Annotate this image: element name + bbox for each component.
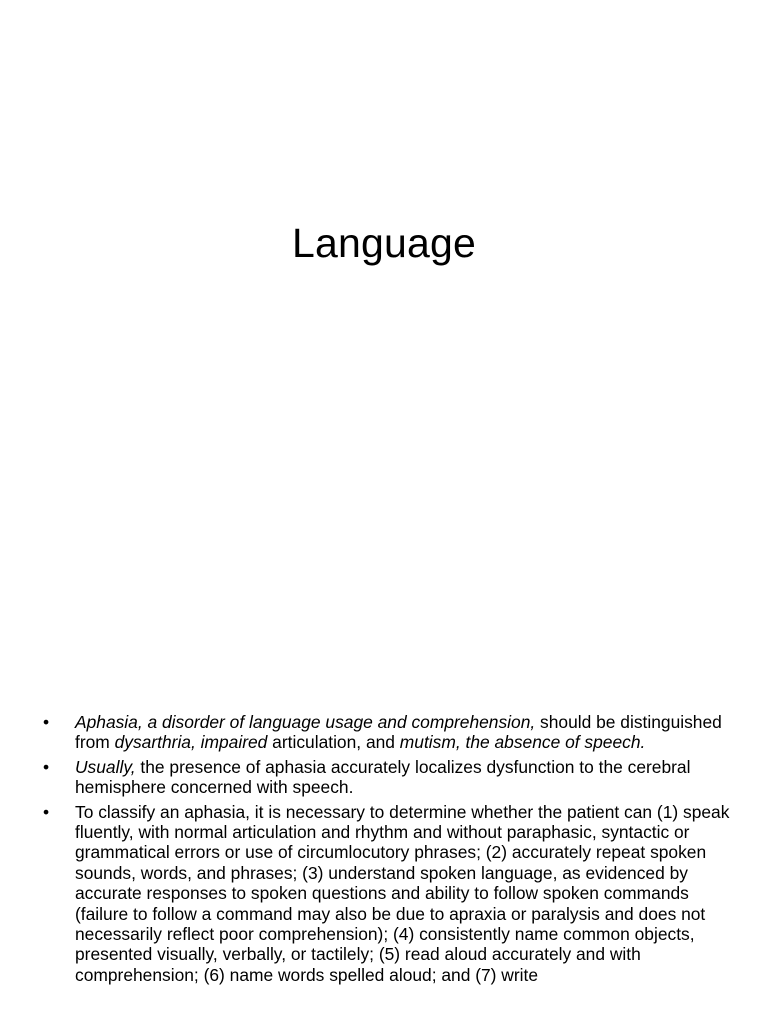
bullet-list — [40, 712, 730, 989]
bullet-text-run: Usually, — [75, 756, 136, 777]
bullet-dot-icon: • — [43, 712, 50, 732]
bullet-item — [40, 712, 730, 753]
bullet-item — [40, 802, 730, 986]
bullet-text-run: should be distinguished from — [75, 712, 722, 753]
slide-title: Language — [291, 220, 477, 266]
bullet-dot-icon: • — [43, 801, 50, 822]
bullet-text-run: To classify an aphasia, it is necessary to determine whether the patient can (1) speak fluently, with normal articulation and rhythm and without paraphasic, syntactic or grammatical errors or use of circumlocutory phrases; (2) accurately repeat spoken sounds, words, and phrases; (3) understand spoken language, as evidenced by accurate responses to spoken questions and ability to follow spoken commands (failure to follow a command may also be due to apraxia or paralysis and does not necessarily reflect poor comprehension); (4) consistently name common objects, presented visually, verbally, or tactilely; (5) read aloud accurately and with comprehension; (6) name words spelled aloud; and (7) write — [75, 801, 730, 985]
bullet-item — [40, 757, 730, 798]
bullet-text-run: dysarthria, impaired — [114, 732, 268, 753]
bullet-text-run: mutism, the absence of speech. — [399, 732, 646, 753]
bullet-text-run: Aphasia, a disorder of language usage and comprehension, — [75, 712, 536, 732]
bullet-text-run: articulation, and — [267, 732, 400, 753]
bullet-text-run: the presence of aphasia accurately localizes dysfunction to the cerebral hemisphere concerned with speech. — [75, 756, 691, 798]
bullet-dot-icon: • — [43, 756, 50, 777]
